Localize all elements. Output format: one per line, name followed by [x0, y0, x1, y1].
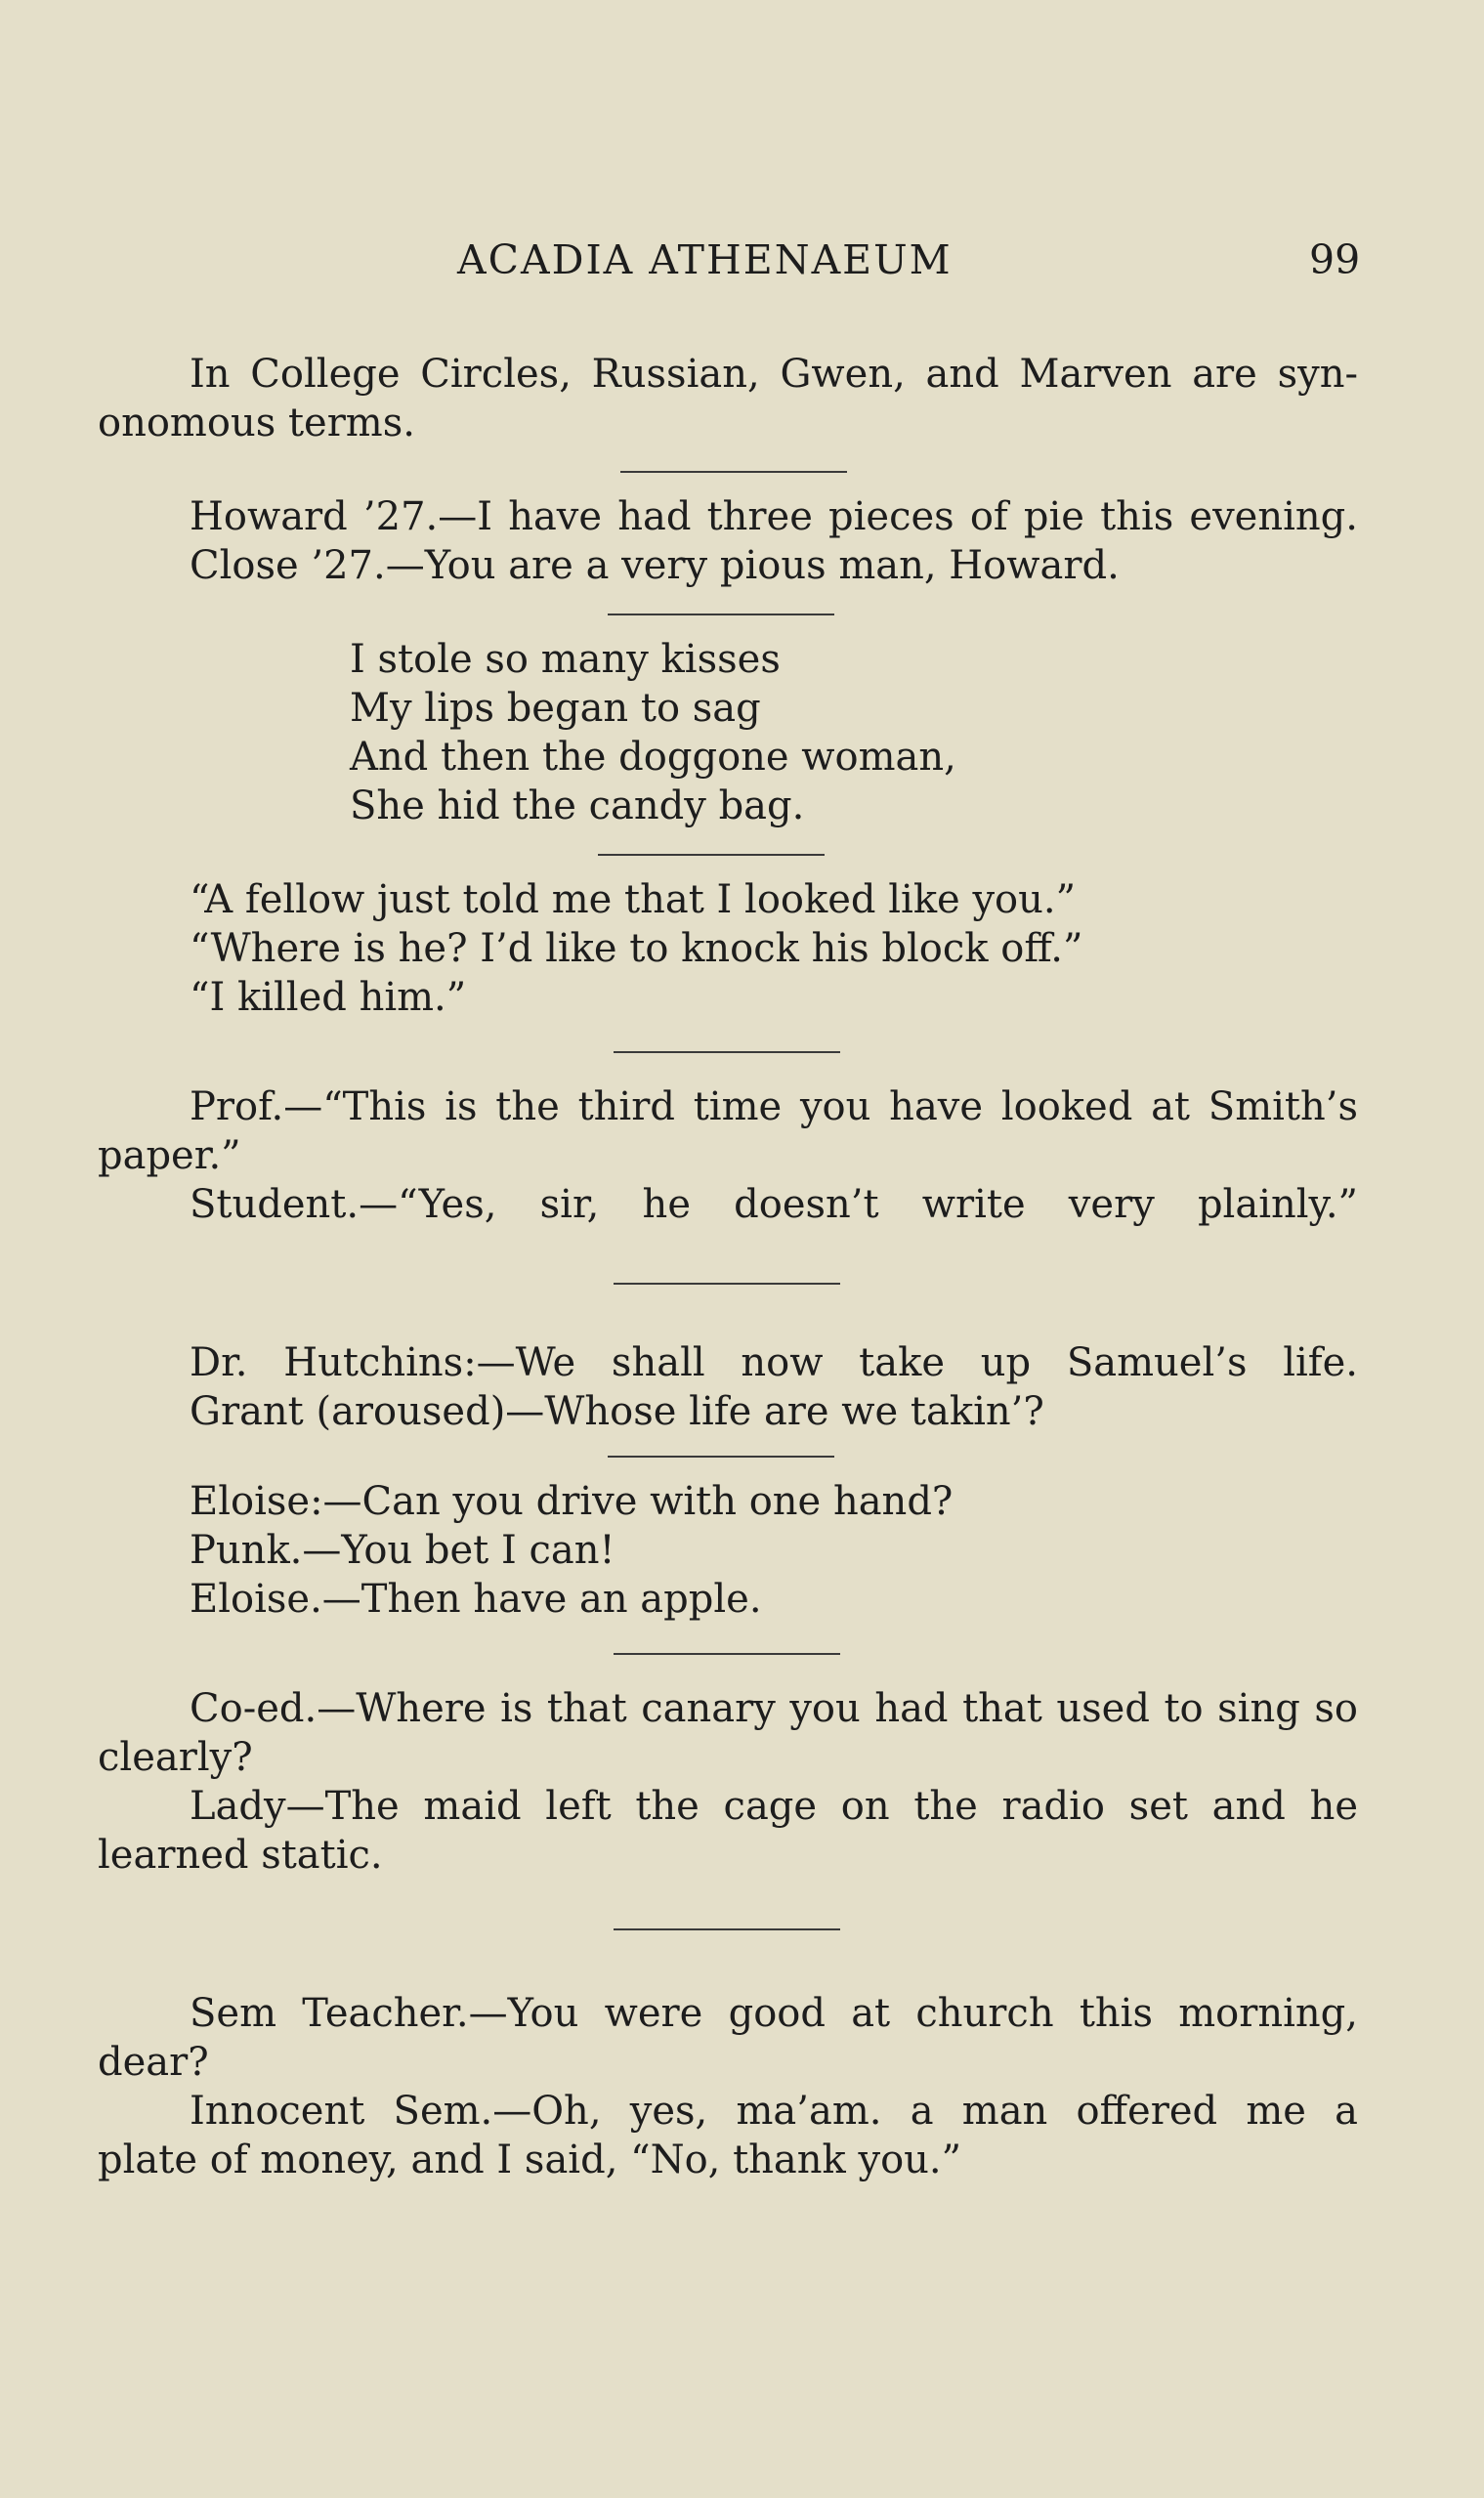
- joke-2: [98, 492, 1358, 590]
- joke-6: [98, 1477, 1358, 1624]
- text-line: Sem Teacher.—You were good at church this morning,: [190, 1991, 1358, 2036]
- separator-rule: [614, 1653, 840, 1655]
- journal-title: ACADIA ATHENAEUM: [457, 236, 953, 283]
- text-line: Innocent Sem.—Oh, yes, ma’am. a man offered me a: [190, 2089, 1358, 2134]
- text-line: onomous terms.: [98, 401, 415, 445]
- text-line: Eloise.—Then have an apple.: [190, 1577, 762, 1622]
- text-line: Grant (aroused)—Whose life are we takin’?: [190, 1389, 1044, 1434]
- text-line: Prof.—“This is the third time you have looked at Smith’s: [190, 1084, 1358, 1129]
- separator-rule: [614, 1928, 840, 1930]
- text-line: Eloise:—Can you drive with one hand?: [190, 1479, 954, 1524]
- text-line: Howard ’27.—I have had three pieces of pie this evening.: [190, 494, 1358, 539]
- running-header: [0, 236, 1484, 295]
- text-line: Co-ed.—Where is that canary you had that used to sing so: [190, 1686, 1358, 1731]
- text-line: In College Circles, Russian, Gwen, and Marven are syn-: [190, 352, 1358, 397]
- separator-rule: [620, 471, 847, 473]
- text-line: Dr. Hutchins:—We shall now take up Samuel’s life.: [190, 1340, 1358, 1385]
- text-line: “I killed him.”: [190, 975, 467, 1020]
- text-line: dear?: [98, 2040, 209, 2085]
- text-line: Close ’27.—You are a very pious man, Howard.: [190, 543, 1120, 588]
- text-line: learned static.: [98, 1833, 383, 1878]
- text-line: “A fellow just told me that I looked like you.”: [190, 877, 1077, 922]
- joke-3: [98, 875, 1358, 1022]
- text-line: “Where is he? I’d like to knock his block off.”: [190, 926, 1083, 971]
- text-line: Student.—“Yes, sir, he doesn’t write very plainly.”: [190, 1182, 1358, 1227]
- joke-5: [98, 1338, 1358, 1436]
- poem-line: And then the doggone woman,: [350, 735, 956, 780]
- text-line: Punk.—You bet I can!: [190, 1528, 615, 1573]
- page-number: 99: [1309, 236, 1361, 283]
- separator-rule: [608, 614, 834, 615]
- separator-rule: [608, 1456, 834, 1458]
- joke-4: [98, 1082, 1358, 1229]
- text-line: clearly?: [98, 1735, 253, 1780]
- text-line: plate of money, and I said, “No, thank you.”: [98, 2138, 962, 2182]
- joke-1: [98, 350, 1358, 447]
- separator-rule: [598, 854, 825, 856]
- poem-line: She hid the candy bag.: [350, 783, 805, 828]
- poem: [350, 635, 1358, 830]
- poem-line: My lips began to sag: [350, 686, 761, 731]
- joke-7: [98, 1684, 1358, 1880]
- poem-line: I stole so many kisses: [350, 637, 781, 682]
- text-line: Lady—The maid left the cage on the radio set and he: [190, 1784, 1358, 1829]
- joke-8: [98, 1989, 1358, 2184]
- text-line: paper.”: [98, 1133, 241, 1178]
- separator-rule: [614, 1051, 840, 1053]
- separator-rule: [614, 1283, 840, 1285]
- page-content: [98, 350, 1358, 2184]
